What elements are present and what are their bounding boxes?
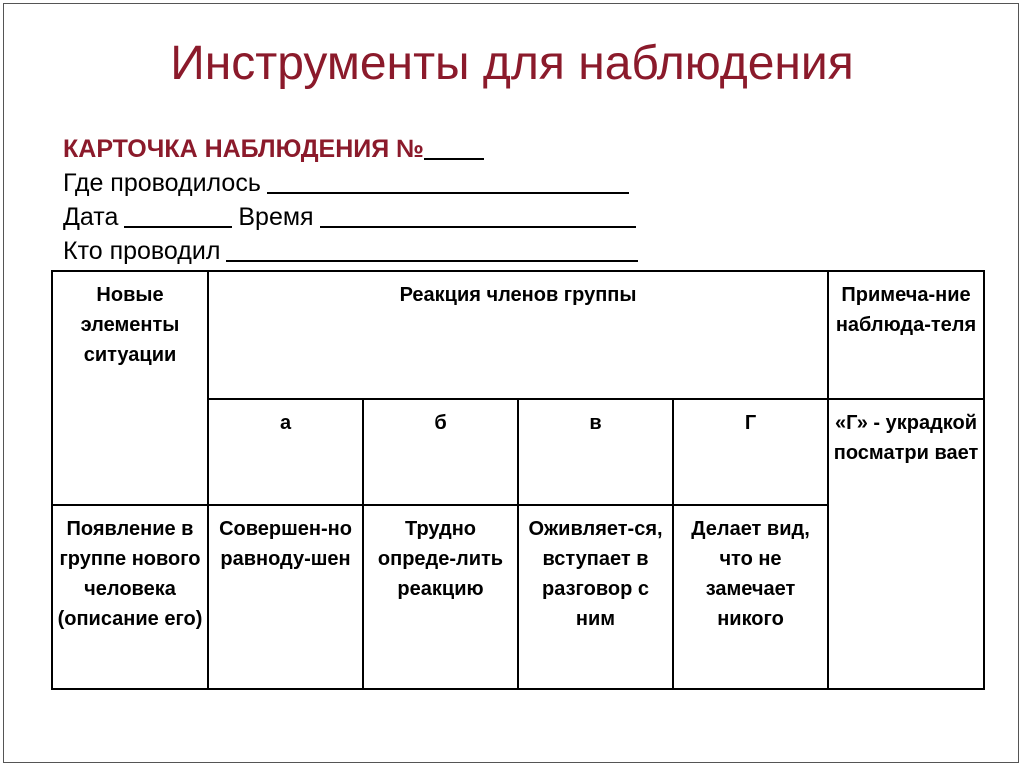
header-letter-b: б: [363, 399, 518, 505]
date-blank: [124, 204, 232, 228]
reaction-cell-g: Делает вид, что не замечает никого: [673, 505, 828, 689]
header-letter-v: в: [518, 399, 673, 505]
card-title-line: [63, 132, 644, 166]
note-cell: «Г» - украдкой посматри вает: [828, 399, 984, 689]
card-number-sign: №: [396, 135, 425, 163]
time-label: Время: [238, 203, 314, 231]
card-number-blank: [424, 136, 484, 160]
situation-cell: Появление в группе нового человека (описание его): [52, 505, 208, 689]
who-label: Кто проводил: [63, 237, 221, 265]
who-line: [63, 234, 644, 268]
date-label: Дата: [63, 203, 119, 231]
where-label: Где проводилось: [63, 169, 261, 197]
slide-title: Инструменты для наблюдения: [170, 37, 854, 90]
observation-form-header: [63, 132, 644, 268]
card-label: КАРТОЧКА НАБЛЮДЕНИЯ: [63, 135, 390, 163]
where-blank: [267, 170, 629, 194]
time-blank: [320, 204, 636, 228]
who-blank: [226, 238, 638, 262]
reaction-cell-a: Совершен-но равноду-шен: [208, 505, 363, 689]
header-new-elements: Новые элементы ситуации: [52, 271, 208, 505]
header-letter-a: а: [208, 399, 363, 505]
header-letter-g: Г: [673, 399, 828, 505]
observation-table: [51, 270, 985, 690]
reaction-cell-v: Оживляет-ся, вступает в разговор с ним: [518, 505, 673, 689]
reaction-cell-b: Трудно опреде-лить реакцию: [363, 505, 518, 689]
date-time-line: [63, 200, 644, 234]
where-line: [63, 166, 644, 200]
header-reaction: Реакция членов группы: [208, 271, 828, 399]
header-observer-note: Примеча-ние наблюда-теля: [828, 271, 984, 399]
